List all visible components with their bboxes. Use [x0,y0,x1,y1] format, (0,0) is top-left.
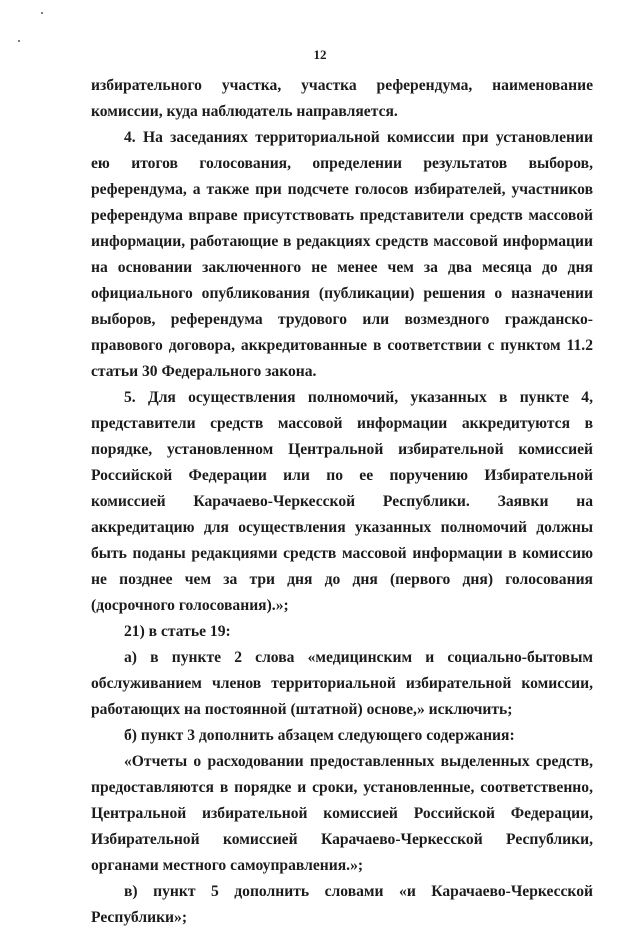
scan-speck [18,40,20,42]
document-body [91,73,593,931]
paragraph-continuation: избирательного участка, участка референдума, наименование комиссии, куда наблюдатель направляется. [91,77,593,120]
paragraph-quote: «Отчеты о расходовании предоставленных выделенных средств, предоставляются в порядке и сроки, установленные, соответственно, Центральной избирательной комиссией Российской Федерации, Избирательной комиссией Карачаево-Черкесской Республики, органами местного самоуправления.»; [91,753,593,874]
paragraph-item-4: 4. На заседаниях территориальной комиссии при установлении ею итогов голосования, определении результатов выборов, референдума, а также при подсчете голосов избирателей, участников референдума вправе присутствовать представители средств массовой информации, работающие в редакциях средств массовой информации на основании заключенного не менее чем за два месяца до дня официального опубликования (публикации) решения о назначении выборов, референдума трудового или возмездного гражданско-правового договора, аккредитованные в соответствии с пунктом 11.2 статьи 30 Федерального закона. [91,129,593,380]
paragraph-item-21: 21) в статье 19: [124,623,231,640]
page-number: 12 [313,47,327,62]
paragraph-subitem-a: а) в пункте 2 слова «медицинским и социально-бытовым обслуживанием членов территориальной избирательной комиссии, работающих на постоянной (штатной) основе,» исключить; [91,649,593,718]
paragraph-subitem-v: в) пункт 5 дополнить словами «и Карачаево-Черкесской Республики»; [91,883,593,926]
paragraph-subitem-b: б) пункт 3 дополнить абзацем следующего содержания: [124,727,515,744]
scan-speck [41,12,43,14]
paragraph-item-5: 5. Для осуществления полномочий, указанных в пункте 4, представители средств массовой информации аккредитуются в порядке, установленном Центральной избирательной комиссией Российской Федерации или по ее поручению Избирательной комиссией Карачаево-Черкесской Республики. Заявки на аккредитацию для осуществления указанных полномочий должны быть поданы редакциями средств массовой информации в комиссию не позднее чем за три дня до дня (первого дня) голосования (досрочного голосования).»; [91,389,593,614]
